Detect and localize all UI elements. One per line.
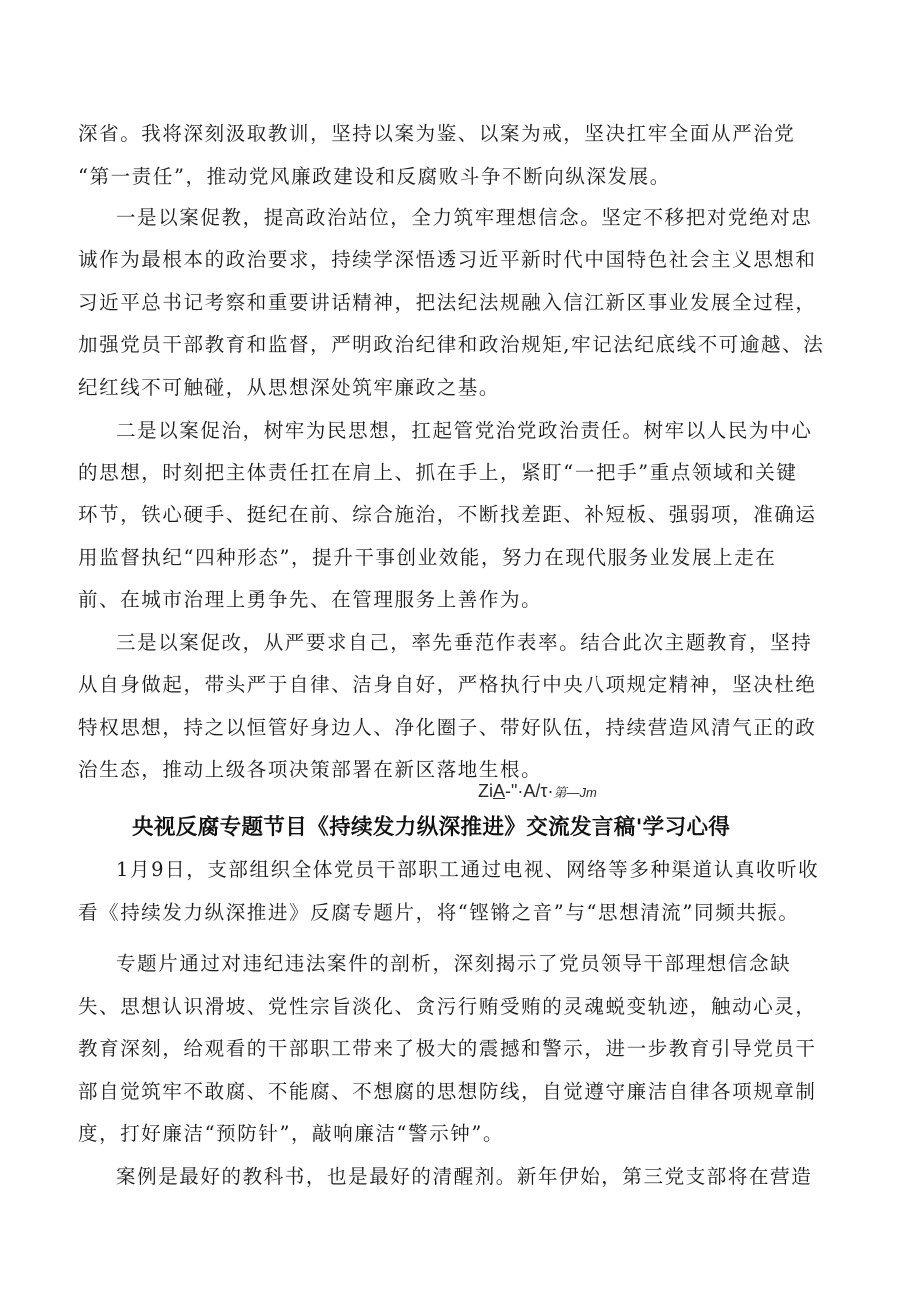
- paragraph-line: 环节，铁心硬手、挺纪在前、综合施治，不断找差距、补短板、强弱项，准确运: [78, 503, 817, 526]
- paragraph-line: 一是以案促教，提高政治站位，全力筑牢理想信念。坚定不移把对党绝对忠: [116, 206, 813, 229]
- paragraph-line: 加强党员干部教育和监督，严明政治纪律和政治规矩,牢记法纪底线不可逾越、法: [78, 333, 825, 356]
- paragraph-line: 习近平总书记考察和重要讲话精神，把法纪法规融入信江新区事业发展全过程，: [78, 291, 817, 314]
- paragraph-line: 失、思想认识滑坡、党性宗旨淡化、贪污行贿受贿的灵魂蜕变轨迹，触动心灵，: [78, 995, 817, 1018]
- paragraph-line: 的思想，时刻把主体责任扛在肩上、抓在手上，紧盯“一把手”重点领域和关键: [78, 461, 798, 484]
- paragraph-line: 度，打好廉洁“预防针”，敲响廉洁“警示钟”。: [78, 1122, 505, 1145]
- paragraph-line: 三是以案促改，从严要求自己，率先垂范作表率。结合此次主题教育，坚持: [116, 631, 813, 654]
- paragraph-line: 专题片通过对违纪违法案件的剖析，深刻揭示了党员领导干部理想信念缺: [116, 952, 792, 975]
- paragraph-line: 治生态，推动上级各项决策部署在新区落地生根。: [78, 758, 543, 781]
- paragraph-line: 案例是最好的教科书，也是最好的清醒剂。新年伊始，第三党支部将在营造: [116, 1165, 813, 1188]
- paragraph-line: 纪红线不可触碰，从思想深处筑牢廉政之基。: [78, 376, 501, 399]
- garbled-text-artifact: ZiA-"·A/τ·第—Jm: [478, 781, 597, 801]
- paragraph-line: 教育深刻，给观看的干部职工带来了极大的震撼和警示，进一步教育引导党员干: [78, 1037, 817, 1060]
- paragraph-line: “第一责任”，推动党风廉政建设和反腐败斗争不断向纵深发展。: [78, 165, 671, 188]
- paragraph-line: 用监督执纪“四种形态”，提升干事创业效能，努力在现代服务业发展上走在: [78, 546, 777, 569]
- paragraph-line: 特权思想，持之以恒管好身边人、净化圈子、带好队伍，持续营造风清气正的政: [78, 716, 817, 739]
- paragraph-line: 从自身做起，带头严于自律、洁身自好，严格执行中央八项规定精神，坚决杜绝: [78, 673, 817, 696]
- paragraph-line: 前、在城市治理上勇争先、在管理服务上善作为。: [78, 588, 543, 611]
- paragraph-line: 二是以案促治，树牢为民思想，扛起管党治党政治责任。树牢以人民为中心: [116, 419, 813, 442]
- paragraph-line: 深省。我将深刻汲取教训，坚持以案为鉴、以案为戒，坚决扛牢全面从严治党: [78, 122, 796, 145]
- paragraph-line: 诚作为最根本的政治要求，持续学深悟透习近平新时代中国特色社会主义思想和: [78, 248, 817, 271]
- section-heading: 央视反腐专题节目《持续发力纵深推进》交流发言稿'学习心得: [132, 815, 731, 840]
- paragraph-line: 部自觉筑牢不敢腐、不能腐、不想腐的思想防线，自觉遵守廉洁自律各项规章制: [78, 1080, 817, 1103]
- paragraph-line: 1月9日，支部组织全体党员干部职工通过电视、网络等多种渠道认真收听收: [116, 858, 820, 881]
- paragraph-line: 看《持续发力纵深推进》反腐专题片，将“铿锵之音”与“思想清流”同频共振。: [78, 901, 800, 924]
